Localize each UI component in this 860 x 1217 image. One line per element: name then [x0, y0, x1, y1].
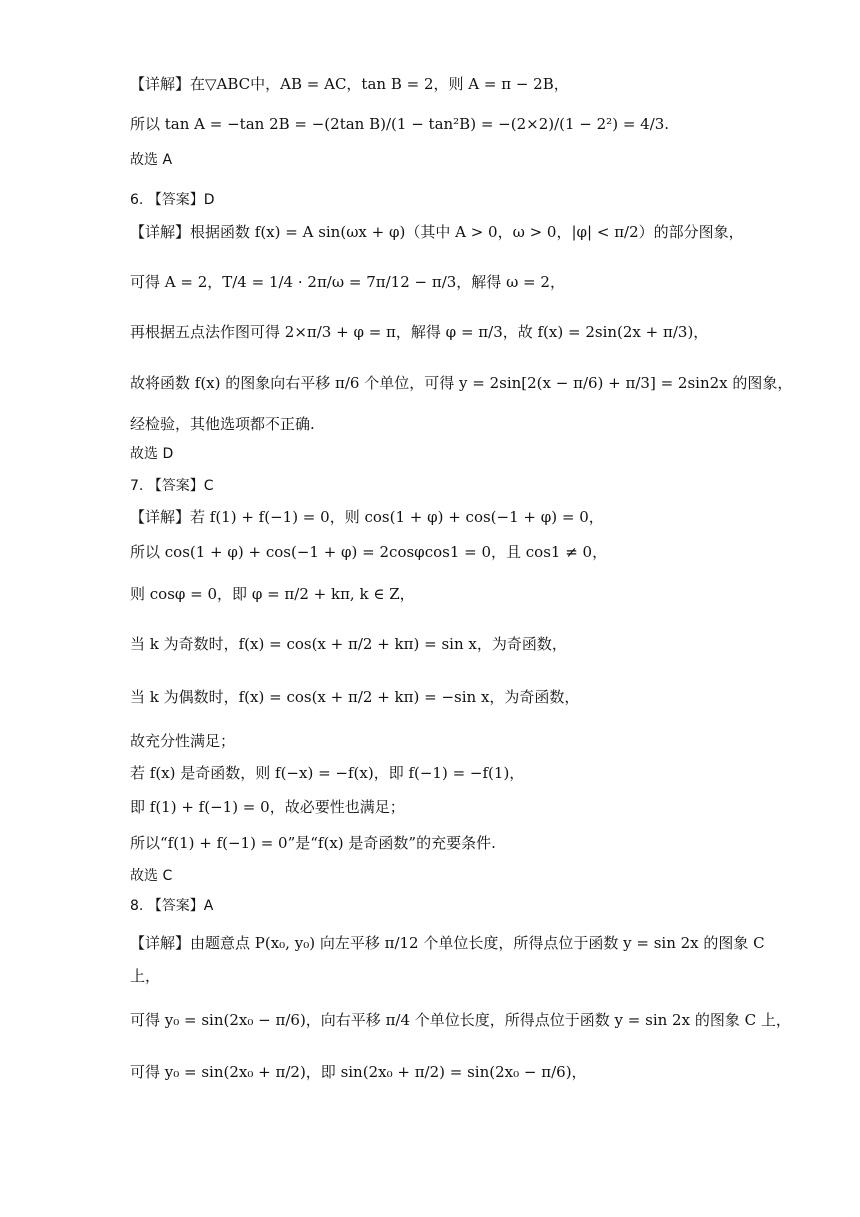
- text-line: 当 k 为奇数时，f(x) = cos(x + π/2 + kπ) = sin x，为奇函数，: [130, 635, 567, 653]
- text-line: 上，: [130, 967, 161, 985]
- text-line: 当 k 为偶数时，f(x) = cos(x + π/2 + kπ) = −sin x，为奇函数，: [130, 688, 580, 706]
- text-line: 可得 y₀ = sin(2x₀ + π/2)，即 sin(2x₀ + π/2) = sin(2x₀ − π/6)，: [130, 1063, 587, 1081]
- text-line: 所以“f(1) + f(−1) = 0”是“f(x) 是奇函数”的充要条件.: [130, 834, 496, 852]
- text-line: 故选 D: [130, 446, 174, 462]
- text-line: 所以 tan A = −tan 2B = −(2tan B)/(1 − tan²B) = −(2×2)/(1 − 2²) = 4/3.: [130, 115, 670, 133]
- text-line: 经检验，其他选项都不正确.: [130, 415, 315, 433]
- text-line: 若 f(x) 是奇函数，则 f(−x) = −f(x)，即 f(−1) = −f(1)，: [130, 764, 525, 782]
- text-line: 【详解】根据函数 f(x) = A sin(ωx + φ)（其中 A > 0，ω > 0，|φ| < π/2）的部分图象，: [130, 223, 744, 241]
- text-line: 即 f(1) + f(−1) = 0，故必要性也满足；: [130, 798, 405, 816]
- text-line: 故将函数 f(x) 的图象向右平移 π/6 个单位，可得 y = 2sin[2(x − π/6) + π/3] = 2sin2x 的图象，: [130, 374, 793, 392]
- answer-heading: 7. 【答案】C: [130, 478, 214, 494]
- text-line: 故选 C: [130, 868, 173, 884]
- text-line: 【详解】在▽ABC中，AB = AC，tan B = 2，则 A = π − 2B，: [130, 75, 569, 93]
- answer-heading: 6. 【答案】D: [130, 192, 215, 208]
- text-line: 【详解】由题意点 P(x₀, y₀) 向左平移 π/12 个单位长度，所得点位于函数 y = sin 2x 的图象 C: [130, 934, 765, 952]
- answer-heading: 8. 【答案】A: [130, 898, 214, 914]
- text-line: 则 cosφ = 0，即 φ = π/2 + kπ, k ∈ Z，: [130, 585, 415, 603]
- text-line: 故选 A: [130, 152, 173, 168]
- text-line: 【详解】若 f(1) + f(−1) = 0，则 cos(1 + φ) + cos(−1 + φ) = 0，: [130, 508, 604, 526]
- text-line: 可得 A = 2，T/4 = 1/4 · 2π/ω = 7π/12 − π/3，解得 ω = 2，: [130, 273, 565, 291]
- text-line: 可得 y₀ = sin(2x₀ − π/6)，向右平移 π/4 个单位长度，所得点位于函数 y = sin 2x 的图象 C 上，: [130, 1011, 791, 1029]
- text-line: 所以 cos(1 + φ) + cos(−1 + φ) = 2cosφcos1 = 0，且 cos1 ≠ 0，: [130, 543, 608, 561]
- text-line: 再根据五点法作图可得 2×π/3 + φ = π，解得 φ = π/3，故 f(x) = 2sin(2x + π/3)，: [130, 323, 709, 341]
- text-line: 故充分性满足；: [130, 732, 236, 750]
